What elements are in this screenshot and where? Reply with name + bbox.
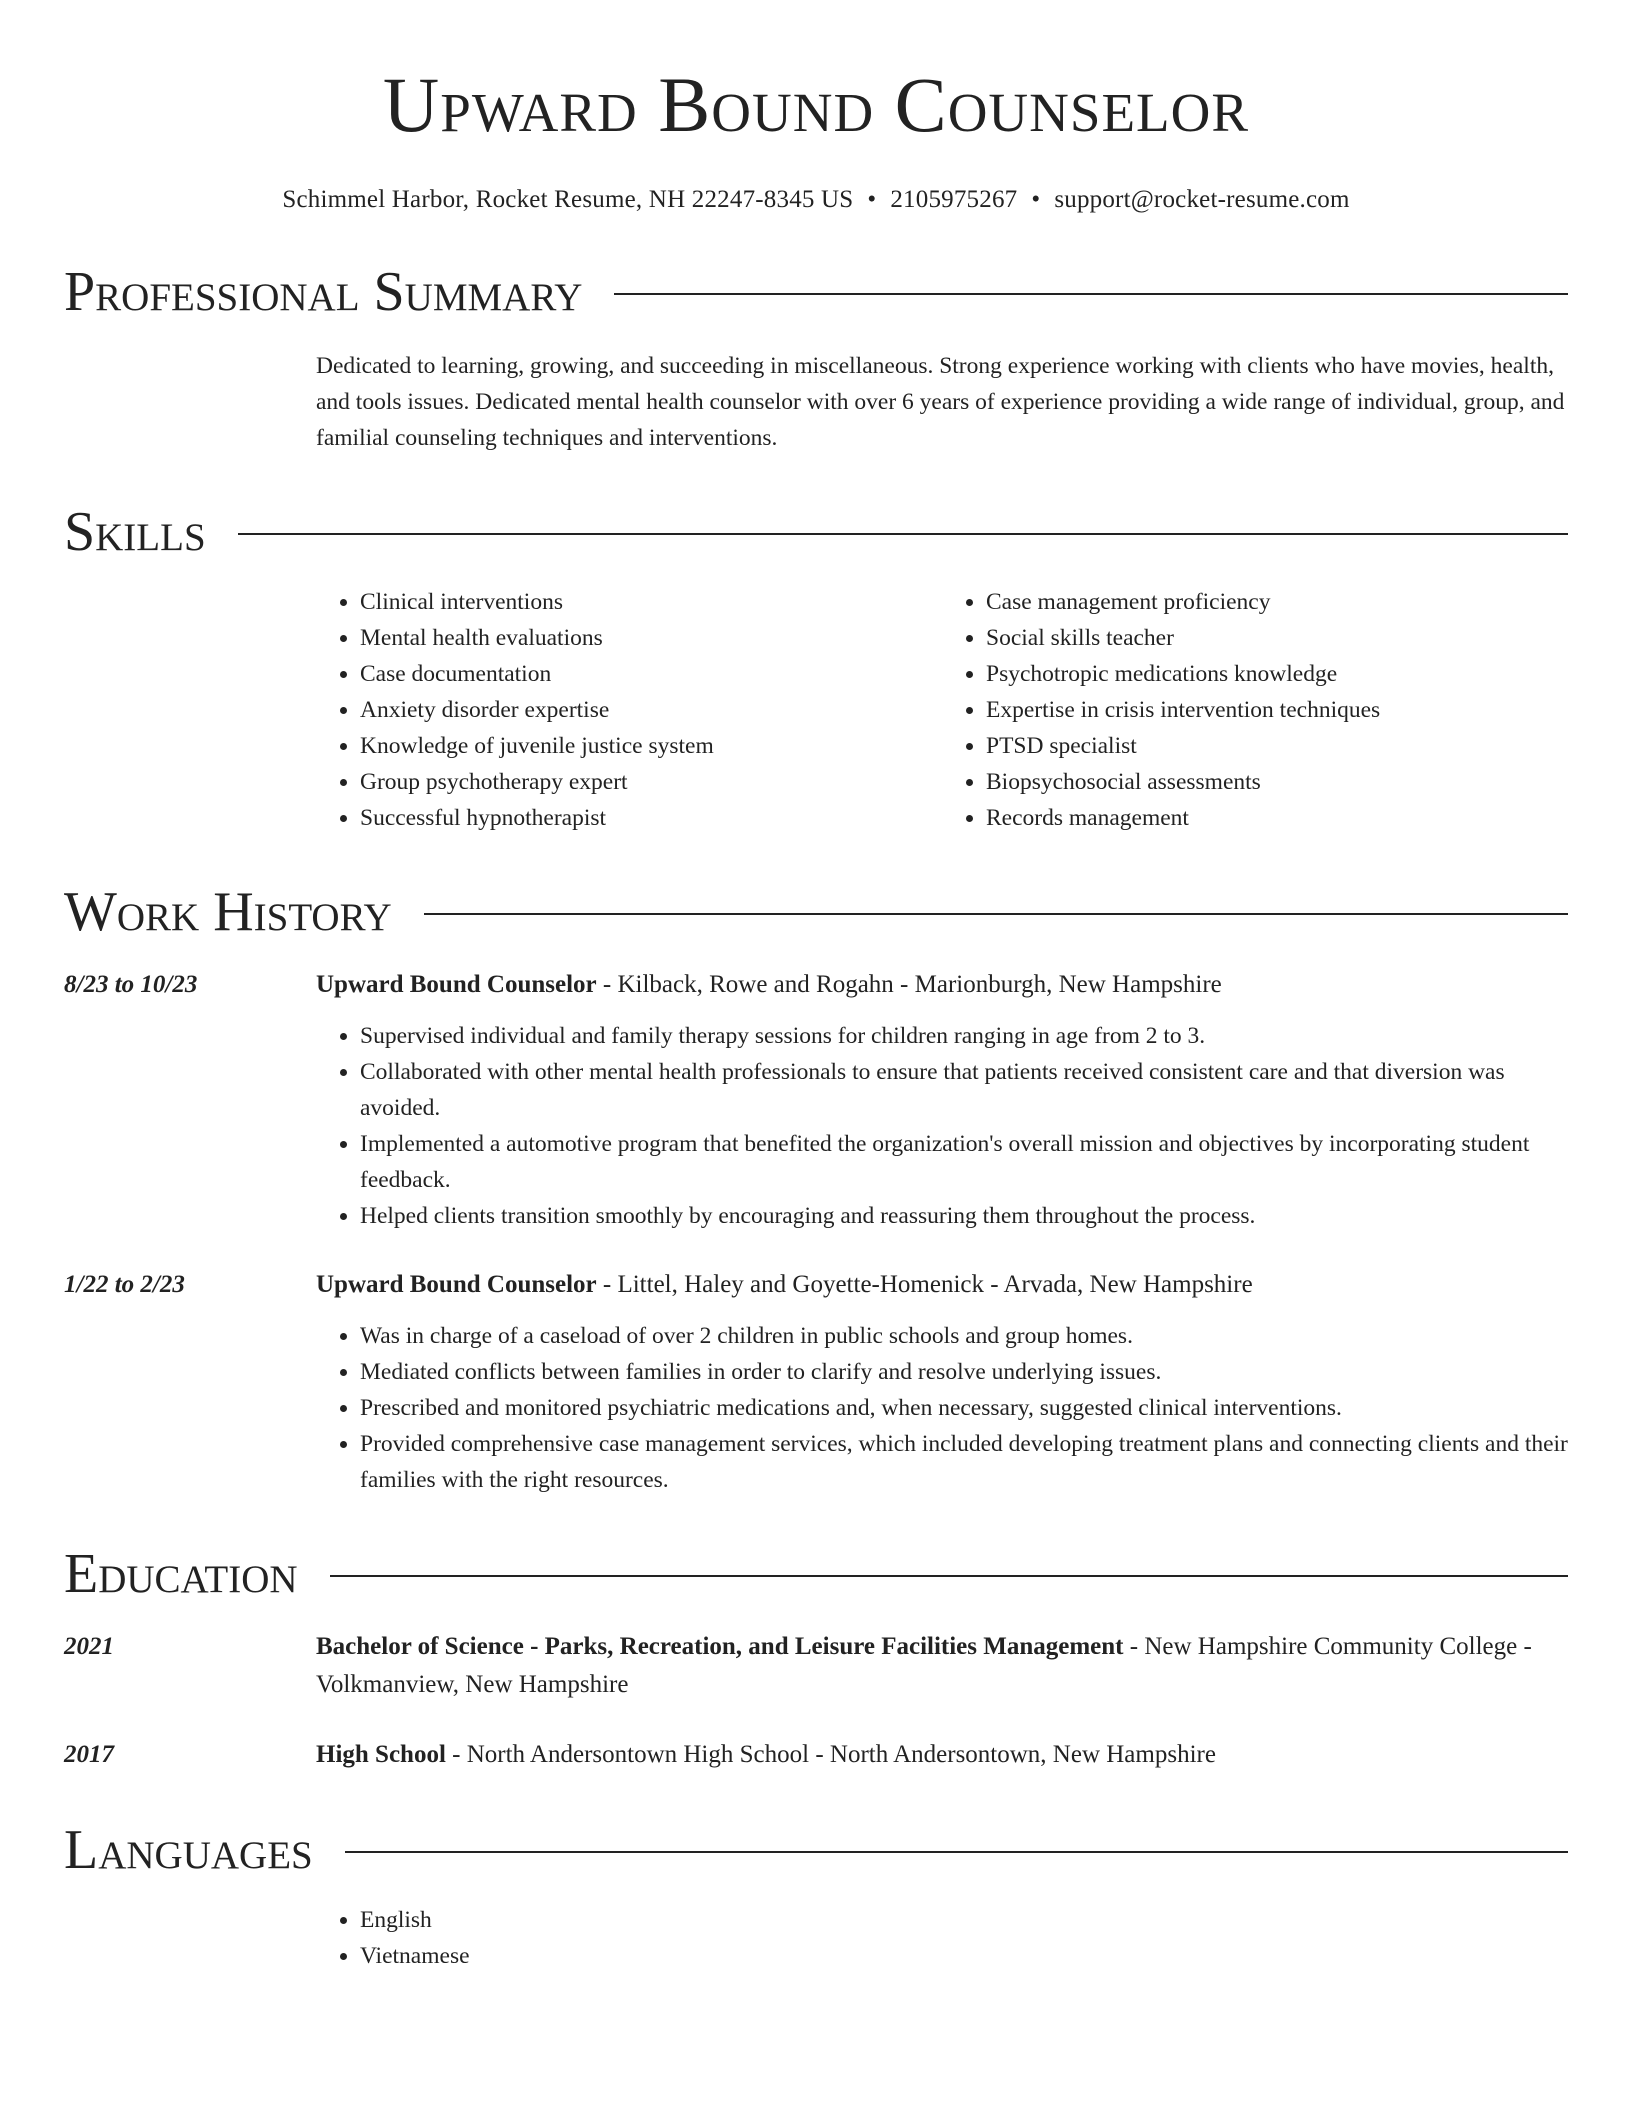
language-item: • Vietnamese	[360, 1938, 1568, 1974]
job-bullet: • Supervised individual and family therapy sessions for children ranging in age from 2 to 3.	[360, 1018, 1568, 1054]
job-title: Upward Bound Counselor	[316, 971, 597, 998]
languages-heading: Languages	[64, 1819, 313, 1881]
skill-item: • Records management	[986, 800, 1568, 836]
job-bullets	[316, 1318, 1568, 1498]
job-bullet: • Mediated conflicts between families in order to clarify and resolve underlying issues.	[360, 1354, 1568, 1390]
job-bullet: • Prescribed and monitored psychiatric medications and, when necessary, suggested clinical interventions.	[360, 1390, 1568, 1426]
section-divider	[330, 1575, 1568, 1577]
education-line	[316, 1736, 1568, 1774]
education-year: 2021	[64, 1633, 114, 1660]
candidate-name: Upward Bound Counselor	[382, 61, 1250, 148]
education-degree: Bachelor of Science - Parks, Recreation, and Leisure Facilities Management	[316, 1633, 1124, 1660]
job-title-line	[316, 966, 1568, 1004]
job-bullet: • Helped clients transition smoothly by encouraging and reassuring them throughout the process.	[360, 1198, 1568, 1234]
summary-section-header	[64, 260, 1568, 324]
job-bullet: • Implemented a automotive program that benefited the organization's overall mission and objectives by incorporating student feedback.	[360, 1126, 1568, 1198]
section-divider	[614, 293, 1568, 295]
skill-item: • Successful hypnotherapist	[360, 800, 942, 836]
language-item: • English	[360, 1902, 1568, 1938]
skills-column-right	[942, 584, 1568, 836]
skill-item: • Biopsychosocial assessments	[986, 764, 1568, 800]
contact-separator: •	[867, 186, 877, 213]
skill-item: • Clinical interventions	[360, 584, 942, 620]
section-divider	[345, 1851, 1568, 1853]
section-divider	[424, 913, 1568, 915]
job-dates: 1/22 to 2/23	[64, 1271, 185, 1298]
job-entry	[64, 1266, 1568, 1498]
job-bullets	[316, 1018, 1568, 1234]
job-bullet: • Collaborated with other mental health professionals to ensure that patients received consistent care and that diversion was avoided.	[360, 1054, 1568, 1126]
skill-item: • Social skills teacher	[986, 620, 1568, 656]
work-section-header	[64, 880, 1568, 944]
section-divider	[238, 533, 1568, 535]
education-entry	[64, 1736, 1568, 1774]
education-line	[316, 1628, 1568, 1704]
job-header	[64, 1266, 1568, 1304]
job-employer: - Littel, Haley and Goyette-Homenick - Arvada, New Hampshire	[596, 1271, 1253, 1298]
skill-item: • Case management proficiency	[986, 584, 1568, 620]
summary-text: Dedicated to learning, growing, and succeeding in miscellaneous. Strong experience working with clients who have movies, health, and tools issues. Dedicated mental health counselor with over 6 years of experience providing a wide range of individual, group, and familial counseling techniques and interventions.	[316, 353, 1565, 451]
skill-item: • Case documentation	[360, 656, 942, 692]
job-title: Upward Bound Counselor	[316, 1271, 597, 1298]
job-dates: 8/23 to 10/23	[64, 971, 198, 998]
contact-separator: •	[1031, 186, 1041, 213]
skill-item: • Group psychotherapy expert	[360, 764, 942, 800]
education-year: 2017	[64, 1741, 114, 1768]
job-title-line	[316, 1266, 1568, 1304]
education-entry	[64, 1628, 1568, 1704]
skill-item: • Psychotropic medications knowledge	[986, 656, 1568, 692]
skill-item: • Anxiety disorder expertise	[360, 692, 942, 728]
education-degree: High School	[316, 1741, 446, 1768]
skills-list	[316, 584, 1568, 836]
education-school: - North Andersontown High School - North Andersontown, New Hampshire	[445, 1741, 1216, 1768]
skills-column-left	[316, 584, 942, 836]
contact-line	[64, 184, 1568, 216]
languages-section-header	[64, 1818, 1568, 1882]
skill-item: • Expertise in crisis intervention techniques	[986, 692, 1568, 728]
skill-item: • Mental health evaluations	[360, 620, 942, 656]
job-bullet: • Provided comprehensive case management services, which included developing treatment plans and connecting clients and their families with the right resources.	[360, 1426, 1568, 1498]
skill-item: • PTSD specialist	[986, 728, 1568, 764]
job-bullet: • Was in charge of a caseload of over 2 children in public schools and group homes.	[360, 1318, 1568, 1354]
education-section-header	[64, 1542, 1568, 1606]
job-employer: - Kilback, Rowe and Rogahn - Marionburgh, New Hampshire	[596, 971, 1222, 998]
contact-email: support@rocket-resume.com	[1054, 186, 1350, 213]
job-entry	[64, 966, 1568, 1234]
summary-heading: Professional Summary	[64, 261, 583, 323]
skills-heading: Skills	[64, 501, 206, 563]
contact-address: Schimmel Harbor, Rocket Resume, NH 22247-8345 US	[282, 186, 854, 213]
education-heading: Education	[64, 1543, 298, 1605]
work-heading: Work History	[64, 881, 392, 943]
contact-phone: 2105975267	[890, 186, 1018, 213]
skills-section-header	[64, 500, 1568, 564]
skill-item: • Knowledge of juvenile justice system	[360, 728, 942, 764]
languages-list	[316, 1902, 1568, 1974]
education-school: - New Hampshire Community College - Volkmanview, New Hampshire	[316, 1633, 1532, 1698]
job-header	[64, 966, 1568, 1004]
